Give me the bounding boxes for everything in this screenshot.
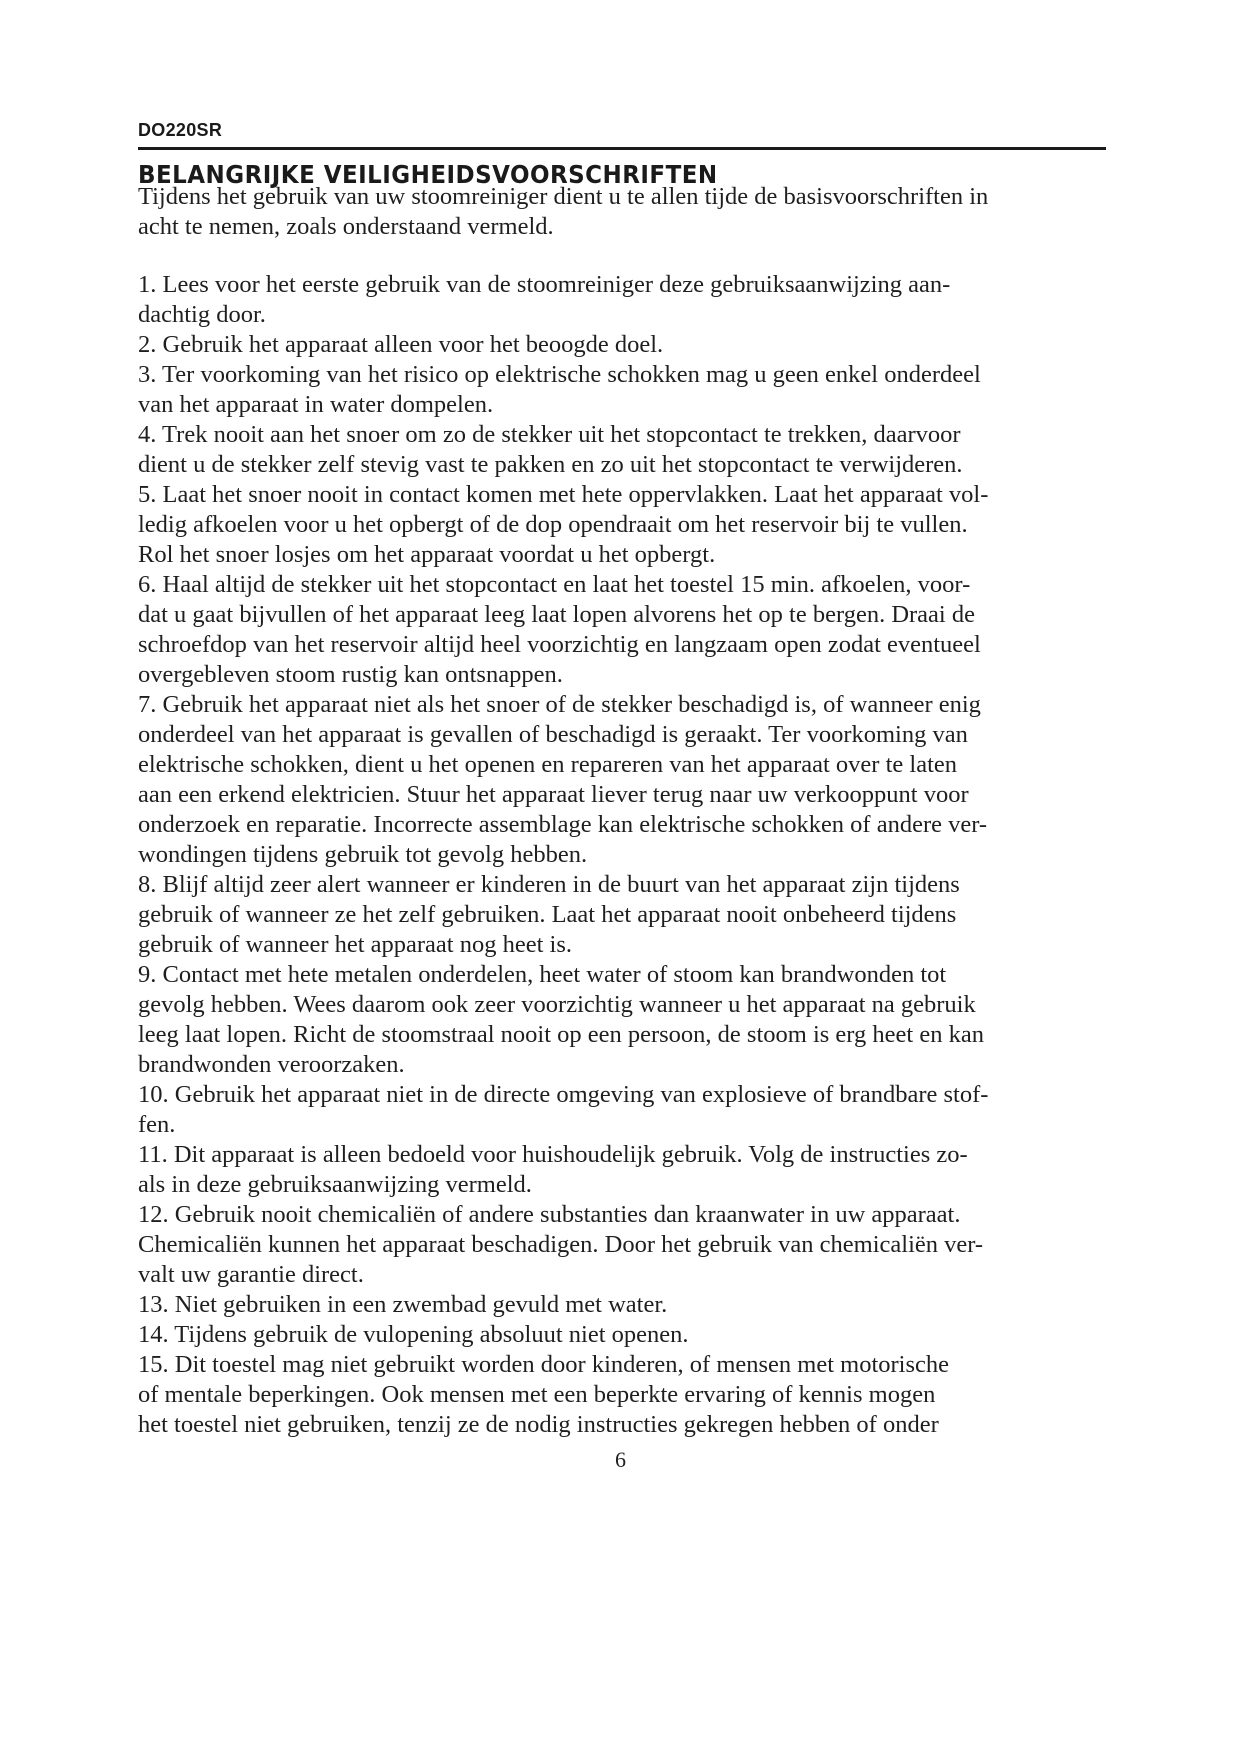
list-line: onderdeel van het apparaat is gevallen of beschadigd is geraakt. Ter voorkoming van: [138, 721, 968, 748]
list-line: het toestel niet gebruiken, tenzij ze de nodig instructies gekregen hebben of onder: [138, 1411, 939, 1438]
list-line: gevolg hebben. Wees daarom ook zeer voorzichtig wanneer u het apparaat na gebruik: [138, 991, 976, 1018]
list-line: gebruik of wanneer ze het zelf gebruiken. Laat het apparaat nooit onbeheerd tijdens: [138, 901, 957, 928]
list-line: 7. Gebruik het apparaat niet als het snoer of de stekker beschadigd is, of wanneer enig: [138, 691, 981, 718]
list-line: dient u de stekker zelf stevig vast te pakken en zo uit het stopcontact te verwijderen.: [138, 451, 963, 478]
list-line: dat u gaat bijvullen of het apparaat leeg laat lopen alvorens het op te bergen. Draai de: [138, 601, 975, 628]
list-line: 1. Lees voor het eerste gebruik van de stoomreiniger deze gebruiksaanwijzing aan-: [138, 271, 951, 298]
list-line: 6. Haal altijd de stekker uit het stopcontact en laat het toestel 15 min. afkoelen, voor-: [138, 571, 971, 598]
list-line: brandwonden veroorzaken.: [138, 1051, 405, 1078]
list-line: 11. Dit apparaat is alleen bedoeld voor huishoudelijk gebruik. Volg de instructies zo-: [138, 1141, 968, 1168]
header-rule: [138, 147, 1106, 150]
list-line: 5. Laat het snoer nooit in contact komen met hete oppervlakken. Laat het apparaat vol-: [138, 481, 989, 508]
list-line: wondingen tijdens gebruik tot gevolg hebben.: [138, 841, 588, 868]
list-line: schroefdop van het reservoir altijd heel voorzichtig en langzaam open zodat eventueel: [138, 631, 981, 658]
list-line: 12. Gebruik nooit chemicaliën of andere substanties dan kraanwater in uw apparaat.: [138, 1201, 961, 1228]
intro-line: acht te nemen, zoals onderstaand vermeld.: [138, 213, 554, 240]
list-line: fen.: [138, 1111, 176, 1138]
list-line: valt uw garantie direct.: [138, 1261, 364, 1288]
list-line: 13. Niet gebruiken in een zwembad gevuld met water.: [138, 1291, 668, 1318]
model-number: DO220SR: [138, 120, 223, 140]
intro-line: Tijdens het gebruik van uw stoomreiniger dient u te allen tijde de basisvoorschriften in: [138, 183, 989, 210]
list-line: Rol het snoer losjes om het apparaat voordat u het opbergt.: [138, 541, 716, 568]
list-line: ledig afkoelen voor u het opbergt of de dop opendraait om het reservoir bij te vullen.: [138, 511, 968, 538]
list-line: van het apparaat in water dompelen.: [138, 391, 494, 418]
list-line: overgebleven stoom rustig kan ontsnappen.: [138, 661, 563, 688]
list-line: leeg laat lopen. Richt de stoomstraal nooit op een persoon, de stoom is erg heet en kan: [138, 1021, 984, 1048]
section-title: BELANGRIJKE VEILIGHEIDSVOORSCHRIFTEN: [138, 160, 718, 189]
list-line: 14. Tijdens gebruik de vulopening absoluut niet openen.: [138, 1321, 689, 1348]
list-line: 9. Contact met hete metalen onderdelen, heet water of stoom kan brandwonden tot: [138, 961, 947, 988]
list-line: Chemicaliën kunnen het apparaat beschadigen. Door het gebruik van chemicaliën ver-: [138, 1231, 984, 1258]
list-line: 8. Blijf altijd zeer alert wanneer er kinderen in de buurt van het apparaat zijn tijdens: [138, 871, 960, 898]
list-line: onderzoek en reparatie. Incorrecte assemblage kan elektrische schokken of andere ver-: [138, 811, 988, 838]
list-line: als in deze gebruiksaanwijzing vermeld.: [138, 1171, 532, 1198]
list-line: 15. Dit toestel mag niet gebruikt worden door kinderen, of mensen met motorische: [138, 1351, 950, 1378]
list-line: 2. Gebruik het apparaat alleen voor het beoogde doel.: [138, 331, 664, 358]
list-line: dachtig door.: [138, 301, 266, 328]
list-line: 10. Gebruik het apparaat niet in de directe omgeving van explosieve of brandbare stof-: [138, 1081, 989, 1108]
list-line: of mentale beperkingen. Ook mensen met een beperkte ervaring of kennis mogen: [138, 1381, 936, 1408]
page-number: 6: [615, 1447, 626, 1472]
list-line: aan een erkend elektricien. Stuur het apparaat liever terug naar uw verkooppunt voor: [138, 781, 969, 808]
list-line: 4. Trek nooit aan het snoer om zo de stekker uit het stopcontact te trekken, daarvoor: [138, 421, 961, 448]
list-line: elektrische schokken, dient u het openen en repareren van het apparaat over te laten: [138, 751, 958, 778]
list-line: gebruik of wanneer het apparaat nog heet is.: [138, 931, 573, 958]
list-line: 3. Ter voorkoming van het risico op elektrische schokken mag u geen enkel onderdeel: [138, 361, 981, 388]
